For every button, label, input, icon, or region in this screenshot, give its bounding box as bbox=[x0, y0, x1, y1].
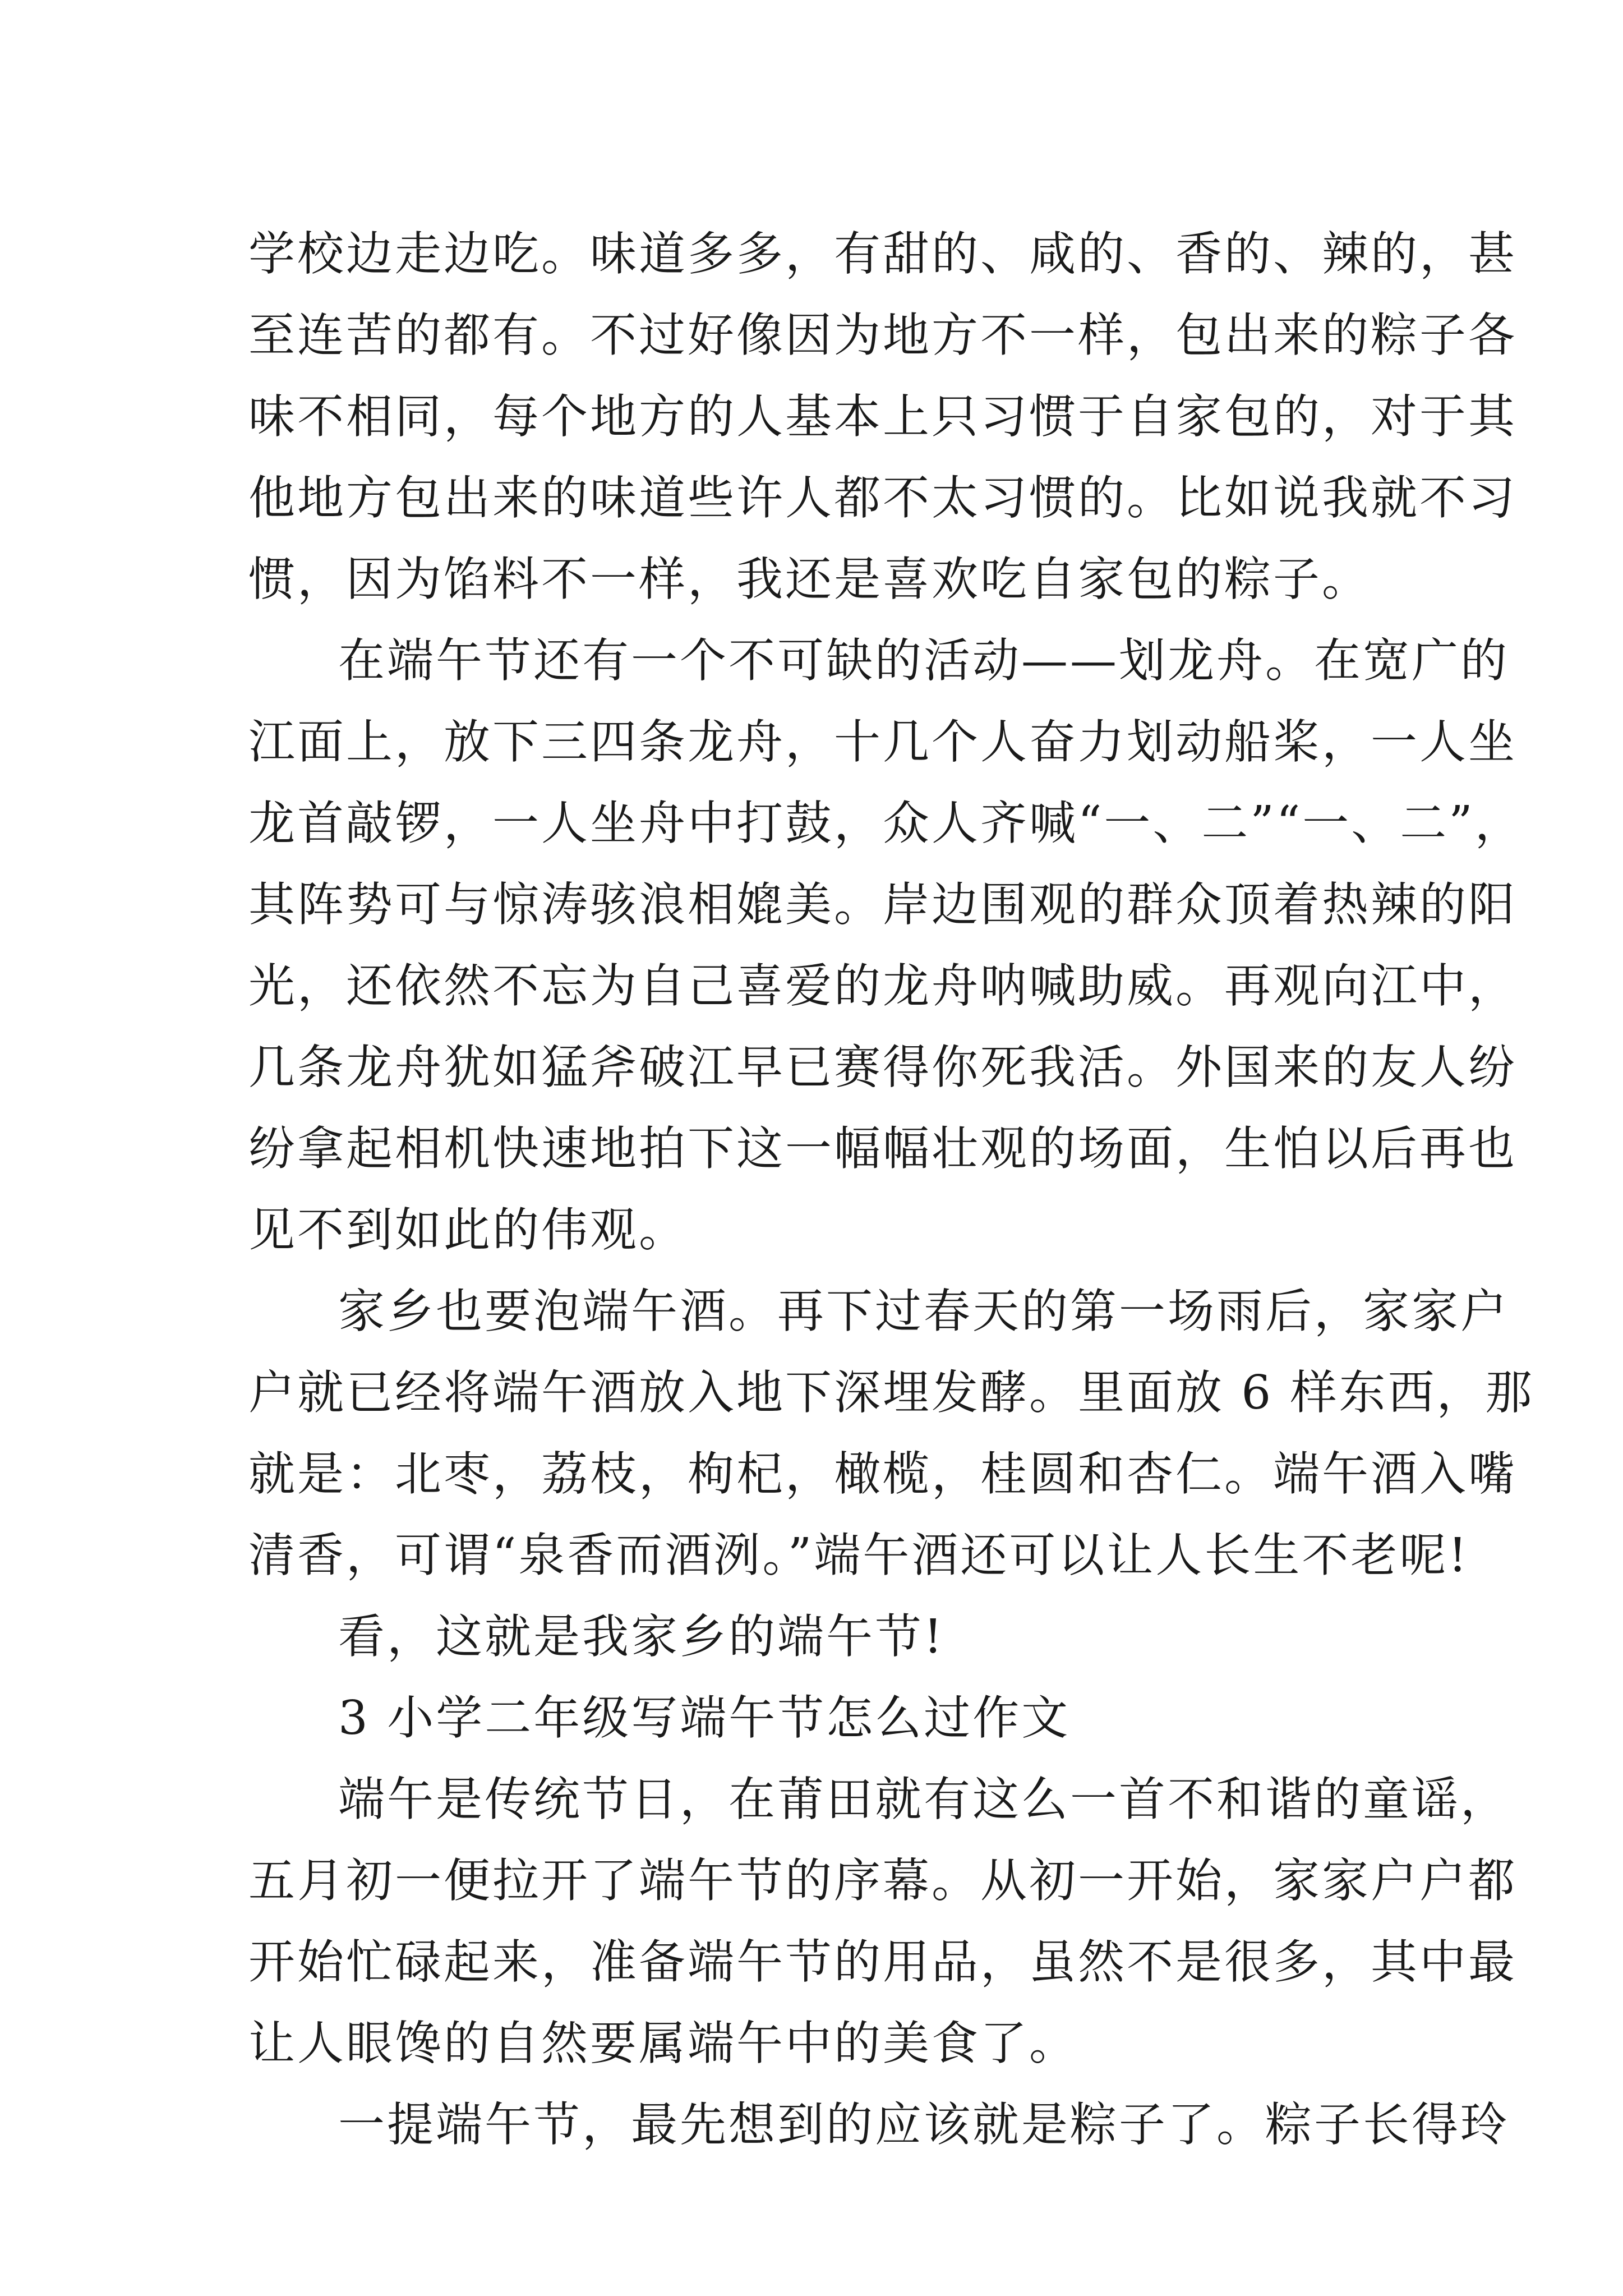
text-line: 端午是传统节日，在莆田就有这么一首不和谐的童谣， bbox=[338, 1772, 1509, 1826]
text-line: 看，这就是我家乡的端午节! bbox=[338, 1609, 945, 1664]
text-line: 他地方包出来的味道些许人都不太习惯的。比如说我就不习 bbox=[248, 471, 1517, 525]
text-line: 其阵势可与惊涛骇浪相媲美。岸边围观的群众顶着热辣的阳 bbox=[248, 877, 1517, 932]
text-line: 五月初一便拉开了端午节的序幕。从初一开始，家家户户都 bbox=[248, 1853, 1517, 1908]
text-line: 家乡也要泡端午酒。再下过春天的第一场雨后，家家户 bbox=[338, 1284, 1509, 1338]
text-line: 江面上，放下三四条龙舟，十几个人奋力划动船桨，一人坐 bbox=[248, 715, 1517, 769]
text-line: 就是：北枣，荔枝，枸杞，橄榄，桂圆和杏仁。端午酒入嘴 bbox=[248, 1447, 1517, 1501]
text-line: 光，还依然不忘为自己喜爱的龙舟呐喊助威。再观向江中， bbox=[248, 959, 1517, 1013]
text-line: 户就已经将端午酒放入地下深埋发酵。里面放 6 样东西，那 bbox=[248, 1365, 1534, 1420]
text-line: 纷拿起相机快速地拍下这一幅幅壮观的场面，生怕以后再也 bbox=[248, 1121, 1517, 1176]
text-line: 至连苦的都有。不过好像因为地方不一样，包出来的粽子各 bbox=[248, 308, 1517, 362]
text-line: 学校边走边吃。味道多多，有甜的、咸的、香的、辣的，甚 bbox=[248, 227, 1517, 281]
body-text bbox=[248, 213, 1534, 2165]
text-line: 在端午节还有一个不可缺的活动——划龙舟。在宽广的 bbox=[338, 633, 1509, 688]
text-line: 龙首敲锣，一人坐舟中打鼓，众人齐喊“一、二”“一、二”， bbox=[248, 796, 1524, 850]
text-line: 惯，因为馅料不一样，我还是喜欢吃自家包的粽子。 bbox=[248, 552, 1371, 606]
text-line: 一提端午节，最先想到的应该就是粽子了。粽子长得玲 bbox=[338, 2097, 1509, 2152]
text-line: 开始忙碌起来，准备端午节的用品，虽然不是很多，其中最 bbox=[248, 1935, 1517, 1989]
text-line: 味不相同，每个地方的人基本上只习惯于自家包的，对于其 bbox=[248, 389, 1517, 444]
text-line: 几条龙舟犹如猛斧破江早已赛得你死我活。外国来的友人纷 bbox=[248, 1040, 1517, 1094]
text-line: 让人眼馋的自然要属端午中的美食了。 bbox=[248, 2016, 1078, 2070]
text-line: 清香，可谓“泉香而酒洌。”端午酒还可以让人长生不老呢! bbox=[248, 1528, 1469, 1582]
text-line: 见不到如此的伟观。 bbox=[248, 1203, 688, 1257]
section-heading: 3 小学二年级写端午节怎么过作文 bbox=[338, 1691, 1071, 1745]
